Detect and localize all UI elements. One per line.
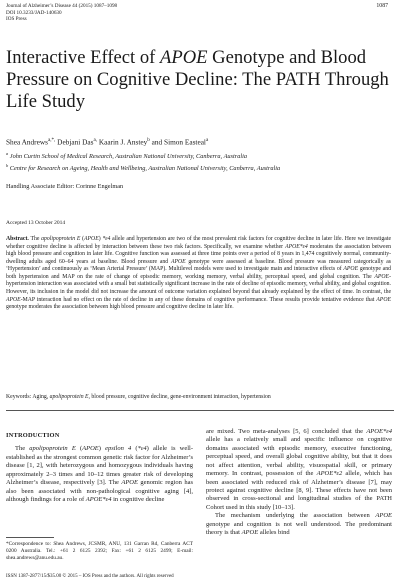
issn-copyright: ISSN 1387-2877/15/$35.00 © 2015 – IOS Press and the authors. All rights reserved [6,574,174,579]
page-number: 1087 [376,3,388,9]
keywords-text: Aging, apolipoprotein E, blood pressure, cognitive decline, gene-environment interaction, hypertension [31,394,271,400]
title-part-1: Interactive Effect of [6,47,160,68]
keywords-label: Keywords: [6,394,32,400]
accepted-date: Accepted 13 October 2014 [6,220,66,226]
abstract-label: Abstract. [6,236,29,242]
journal-publisher: IOS Press [6,16,27,23]
intro-paragraph-1: The apolipoprotein E (APOE) epsilon 4 (*ε4) allele is well-established as the strongest common genetic risk factor for Alzheimer’s disease [1, 2], with heterozygous and homozygous individuals having approximately 2–3 times and 10–12 times greater risk of developing Alzheimer’s disease, respectively [3]. The APOE genomic region has also been associated with non-pathological cognitive aging [4], although findings for a role of APOE*ε4 in cognitive decline [6,445,194,503]
affiliation-b: $^b$ Centre for Research on Ageing, Health and Wellbeing, Australian National University, Canberra, Australia [6,162,281,172]
article-title [6,47,391,113]
right-column [206,428,392,537]
journal-doi: DOI 10.3233/JAD-140630 [6,9,62,16]
intro-paragraph-2: The mechanism underlying the association between APOE genotype and cognition is not well understood. The predominant theory is that APOE alleles bind [206,512,392,537]
intro-paragraph-1-cont: are mixed. Two meta-analyses [5, 6] concluded that the APOE*ε4 allele has a relatively small and specific influence on cognitive domains associated with episodic memory, executive functioning, perceptual speed, and overall global cognitive ability, but that it does not affect attention, verbal ability, visuospatial skill, or primary memory. In contrast, possession of the APOE*ε2 allele, which has been associated with reduced risk of Alzheimer’s disease [7], may protect against cognitive decline [8, 9]. These effects have not been observed in cross-sectional and longitudinal studies of the PATH Cohort used in this study [10–13]. [206,428,392,511]
affiliations [6,150,280,173]
left-column [6,432,193,504]
author-list: Shea Andrews$^{a,*,}$ Debjani Das$^{a,}$ Kaarin J. Anstey$^b$ and Simon Easteal$^a$ [6,137,209,147]
journal-citation: Journal of Alzheimer’s Disease 44 (2015) 1087–1098 [6,3,118,9]
title-part-2: Genotype and Blood Pressure on Cognitive Decline: The PATH Through Life Study [6,47,389,112]
section-divider [6,410,394,411]
keywords [6,394,391,402]
affiliation-a: $^a$ John Curtin School of Medical Research, Australian National University, Canberra, Australia [6,151,248,161]
correspondence-footnote: *Correspondence to: Shea Andrews, JCSMR, ANU, 131 Garran Rd, Canberra ACT 0200 Australia. Tel.: +61 2 6125 2392; Fax: +61 2 6125 2499; E-mail: shea.andrews@anu.edu.au. [6,541,193,561]
abstract-text: The apolipoprotein E (APOE) *ε4 allele and hypertension are two of the most prevalent risk factors for cognitive decline in later life. Here we investigate whether cognitive decline is affected by interaction between these two risk factors. Specifically, we examine whether APOE*ε4 moderates the association between high blood pressure and cognition in later life. Cognitive function was assessed at three time points over a period of 8 years in 1,474 cognitively normal, community-dwelling adults aged 60–64 years at baseline. Blood pressure and APOE genotype were assessed at baseline. Blood pressure was measured categorically as ‘Hypertension’ and continuously as ‘Mean Arterial Pressure’ (MAP). Multilevel models were used to investigate main and interactive effects of APOE genotype and both hypertension and MAP on the rate of change of episodic memory, working memory, verbal ability, perceptual speed, and global cognition. The APOE-hypertension interaction was associated with a small but statistically significant increase in the rate of decline of episodic memory, verbal ability, and global cognition. However, its inclusion in the model did not increase the amount of outcome variation explained beyond that already explained by the effect of time. In contrast, the APOE-MAP interaction had no effect on the rate of decline in any of these domains of cognitive performance. These results provide tentative evidence that APOE genotype moderates the association between high blood pressure and cognitive decline in later life. [6,236,392,311]
handling-editor: Handling Associate Editor: Corinne Engelman [6,183,124,190]
title-gene: APOE [160,47,208,68]
footnote-rule [6,537,54,538]
journal-header [6,3,117,23]
section-heading: INTRODUCTION [6,432,60,439]
abstract [6,236,391,312]
